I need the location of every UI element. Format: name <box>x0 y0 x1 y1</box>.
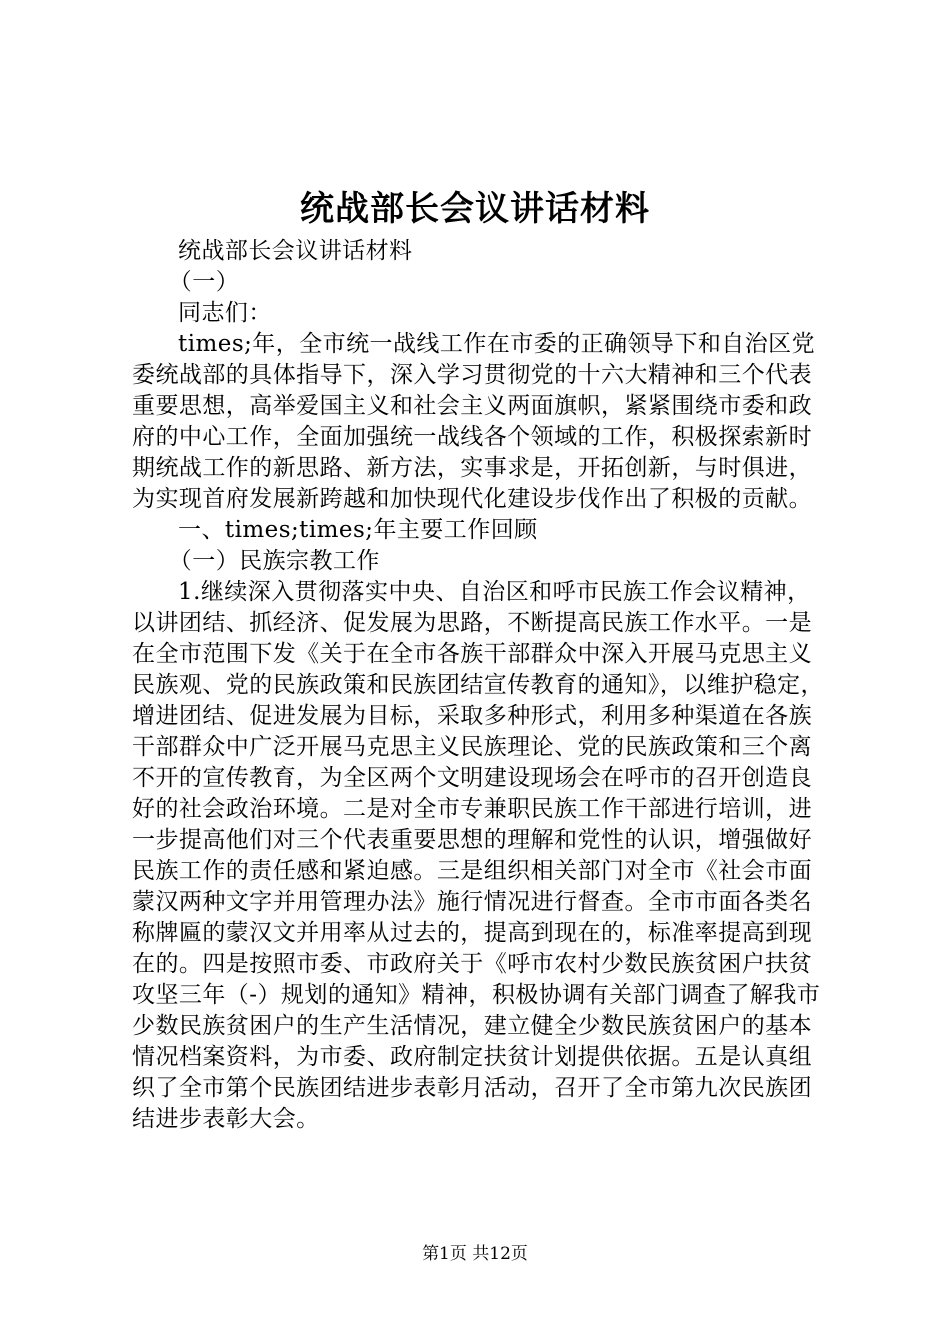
salutation-paragraph: 同志们： <box>178 300 272 326</box>
body-paragraph: 1.继续深入贯彻落实中央、自治区和呼市民族工作会议精神，以讲团结、抓经济、促发展为思路，不断提高民族工作水平。一是在全市范围下发《关于在全市各族干部群众中深入开展马克思主义民族观、党的民族政策和民族团结宣传教育的通知》，以维护稳定，增进团结、促进发展为目标，采取多种形式，利用多种渠道在各族干部群众中广泛开展马克思主义民族理论、党的民族政策和三个离不开的宣传教育，为全区两个文明建设现场会在呼市的召开创造良好的社会政治环境。二是对全市专兼职民族工作干部进行培训，进一步提高他们对三个代表重要思想的理解和党性的认识，增强做好民族工作的责任感和紧迫感。三是组织相关部门对全市《社会市面蒙汉两种文字并用管理办法》施行情况进行督查。全市市面各类名称牌匾的蒙汉文并用率从过去的，提高到现在的，标准率提高到现在的。四是按照市委、市政府关于《呼市农村少数民族贫困户扶贫攻坚三年（-）规划的通知》精神，积极协调有关部门调查了解我市少数民族贫困户的生产生活情况，建立健全少数民族贫困户的基本情况档案资料，为市委、政府制定扶贫计划提供依据。五是认真组织了全市第个民族团结进步表彰月活动，召开了全市第九次民族团结进步表彰大会。 <box>132 579 824 1132</box>
document-body <box>132 236 832 1135</box>
page-footer <box>0 1242 950 1266</box>
section-number-paragraph: （一） <box>168 269 240 295</box>
section-heading-paragraph: 一、times;times;年主要工作回顾 <box>178 517 538 543</box>
page-number-label: 第1页 共12页 <box>422 1244 528 1264</box>
document-title: 统战部长会议讲话材料 <box>300 189 650 229</box>
intro-paragraph: times;年，全市统一战线工作在市委的正确领导下和自治区党委统战部的具体指导下，深入学习贯彻党的十六大精神和三个代表重要思想，高举爱国主义和社会主义两面旗帜，紧紧围绕市委和政府的中心工作，全面加强统一战线各个领域的工作，积极探索新时期统战工作的新思路、新方法，实事求是，开拓创新，与时俱进，为实现首府发展新跨越和加快现代化建设步伐作出了积极的贡献。 <box>132 331 816 512</box>
subtitle-paragraph: 统战部长会议讲话材料 <box>178 238 413 264</box>
subsection-heading-paragraph: （一）民族宗教工作 <box>168 548 380 574</box>
